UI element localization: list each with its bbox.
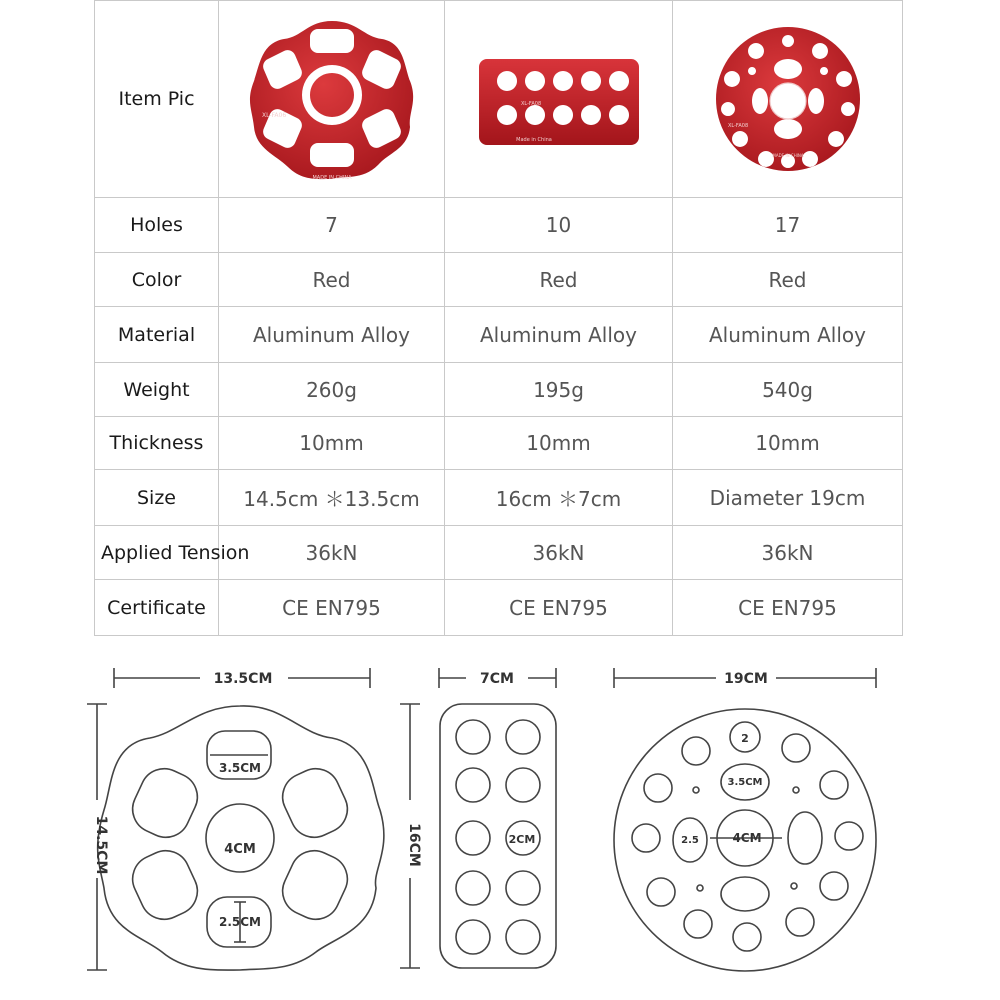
spec-value: 14.5cm ＊13.5cm — [219, 470, 445, 526]
circle-plate-image — [688, 9, 888, 189]
flower-top-hole-label: 3.5CM — [218, 761, 262, 775]
row-label: Weight — [95, 363, 219, 417]
circle-hole — [835, 822, 863, 850]
circle-mid-hole-label: 3.5CM — [727, 777, 763, 788]
circle-hole — [793, 787, 799, 793]
circle-hole — [782, 734, 810, 762]
spec-value: CE EN795 — [445, 580, 673, 636]
circle-hole — [786, 908, 814, 936]
circle-hole — [647, 878, 675, 906]
row-label: Color — [95, 253, 219, 307]
rect-hole — [456, 821, 490, 855]
spec-value: 10mm — [673, 417, 903, 470]
dimension-diagrams — [0, 640, 1000, 1000]
rect-hole — [456, 871, 490, 905]
flower-center-hole-label: 4CM — [224, 842, 256, 857]
circle-hole — [684, 910, 712, 938]
circle-hole — [733, 923, 761, 951]
spec-row — [95, 526, 903, 580]
spec-value: 540g — [673, 363, 903, 417]
circle-hole — [632, 824, 660, 852]
spec-value: Aluminum Alloy — [445, 307, 673, 363]
product-pic-cell — [445, 1, 673, 198]
rect-hole — [506, 720, 540, 754]
spec-value: 260g — [219, 363, 445, 417]
row-label: Item Pic — [95, 1, 219, 198]
circle-hole — [644, 774, 672, 802]
spec-value: CE EN795 — [219, 580, 445, 636]
spec-row — [95, 580, 903, 636]
circle-width-label: 19CM — [724, 671, 768, 687]
spec-value: 17 — [673, 198, 903, 253]
spec-value: 36kN — [219, 526, 445, 580]
circle-hole — [820, 771, 848, 799]
spec-value: 36kN — [445, 526, 673, 580]
plate-stamp: Made in China — [515, 137, 552, 143]
plate-brand-mark: XL-FA06 — [261, 112, 286, 119]
spec-row — [95, 470, 903, 526]
row-label: Certificate — [95, 580, 219, 636]
spec-value: 36kN — [673, 526, 903, 580]
rect-hole — [506, 871, 540, 905]
rect-plate-body — [479, 59, 639, 145]
rect-height-label: 16CM — [406, 823, 422, 867]
row-label: Thickness — [95, 417, 219, 470]
flower-bottom-hole-label: 2.5CM — [218, 915, 262, 929]
product-pic-cell — [219, 1, 445, 198]
spec-table — [94, 0, 903, 636]
rect-hole — [506, 920, 540, 954]
row-label: Applied Tension — [95, 526, 219, 580]
rect-hole-label: 2CM — [508, 833, 536, 846]
spec-value: 10mm — [445, 417, 673, 470]
circle-plate-body — [716, 27, 860, 171]
rect-hole — [456, 768, 490, 802]
spec-value: 10mm — [219, 417, 445, 470]
circle-center-hole-label: 4CM — [732, 831, 762, 845]
rect-hole — [456, 720, 490, 754]
plate-stamp: MADE IN CHINA — [311, 175, 352, 181]
center-ring — [770, 83, 806, 119]
spec-value: 7 — [219, 198, 445, 253]
plate-brand-mark: XL-FA08 — [520, 101, 541, 107]
spec-row — [95, 307, 903, 363]
spec-value: 195g — [445, 363, 673, 417]
flower-height-label: 14.5CM — [93, 815, 109, 875]
spec-row — [95, 417, 903, 470]
circle-hole — [682, 737, 710, 765]
spec-value: Aluminum Alloy — [673, 307, 903, 363]
circle-hole — [697, 885, 703, 891]
circle-small-hole-label: 2 — [741, 732, 749, 745]
spec-value: Red — [673, 253, 903, 307]
spec-value: Diameter 19cm — [673, 470, 903, 526]
spec-row — [95, 198, 903, 253]
spec-value: 16cm ＊7cm — [445, 470, 673, 526]
flower-width-label: 13.5CM — [213, 671, 273, 687]
spec-value: Red — [445, 253, 673, 307]
row-label: Size — [95, 470, 219, 526]
spec-value: 10 — [445, 198, 673, 253]
rect-hole — [506, 768, 540, 802]
circle-hole — [791, 883, 797, 889]
spec-value: Aluminum Alloy — [219, 307, 445, 363]
circle-hole — [693, 787, 699, 793]
spec-row — [95, 363, 903, 417]
rect-plate-image — [459, 9, 659, 189]
circle-hole — [788, 812, 822, 864]
plate-brand-mark: XL-FA08 — [727, 123, 748, 129]
item-pic-row — [95, 1, 903, 198]
plate-stamp: MADE IN CHINA — [771, 153, 804, 158]
spec-row — [95, 253, 903, 307]
circle-hole — [721, 877, 769, 911]
row-label: Holes — [95, 198, 219, 253]
product-pic-cell — [673, 1, 903, 198]
circle-left-hole-label: 2.5 — [681, 835, 699, 846]
rect-hole — [456, 920, 490, 954]
circle-hole — [820, 872, 848, 900]
spec-value: CE EN795 — [673, 580, 903, 636]
rect-width-label: 7CM — [480, 671, 514, 687]
flower-plate-image — [232, 9, 432, 189]
spec-value: Red — [219, 253, 445, 307]
row-label: Material — [95, 307, 219, 363]
